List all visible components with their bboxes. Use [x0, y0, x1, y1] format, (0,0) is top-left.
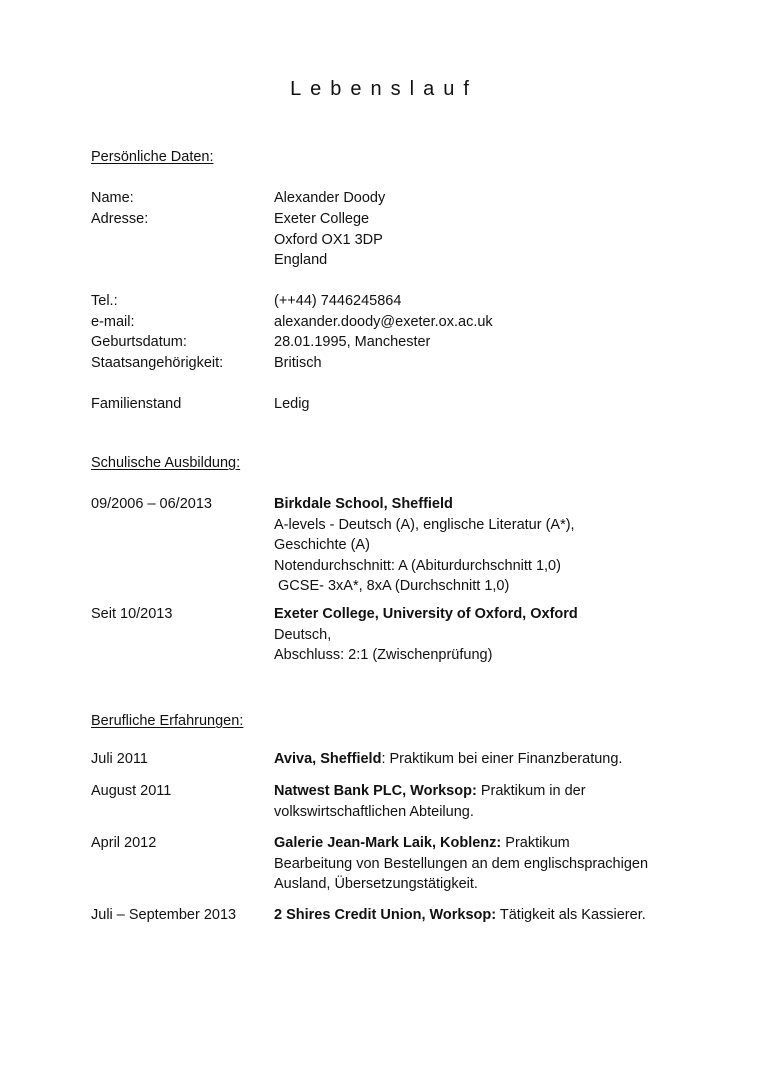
- education-detail: GCSE- 3xA*, 8xA (Durchschnitt 1,0): [274, 578, 510, 594]
- experience-employer: Galerie Jean-Mark Laik, Koblenz:: [274, 835, 502, 851]
- experience-employer: Natwest Bank PLC, Worksop:: [274, 783, 477, 799]
- marital-value: Ledig: [274, 396, 310, 412]
- email-value: alexander.doody@exeter.ox.ac.uk: [274, 314, 493, 330]
- address-line: Exeter College: [274, 211, 370, 227]
- experience-period: April 2012: [91, 835, 157, 851]
- experience-period: Juli – September 2013: [91, 907, 237, 923]
- education-period: 09/2006 – 06/2013: [91, 496, 212, 512]
- experience-employer: 2 Shires Credit Union, Worksop:: [274, 907, 497, 923]
- nationality-value: Britisch: [274, 355, 322, 371]
- name-value: Alexander Doody: [274, 190, 386, 206]
- education-institution: Birkdale School, Sheffield: [274, 496, 453, 512]
- education-period: Seit 10/2013: [91, 606, 173, 622]
- marital-label: Familienstand: [91, 396, 182, 412]
- education-institution: Exeter College, University of Oxford, Oxford: [274, 606, 578, 622]
- address-label: Adresse:: [91, 211, 149, 227]
- tel-value: (++44) 7446245864: [274, 293, 402, 309]
- experience-period: August 2011: [91, 783, 172, 799]
- experience-heading: Berufliche Erfahrungen:: [91, 713, 244, 729]
- experience-period: Juli 2011: [91, 751, 148, 767]
- experience-employer: Aviva, Sheffield: [274, 751, 382, 767]
- email-label: e-mail:: [91, 314, 135, 330]
- education-detail: A-levels - Deutsch (A), englische Literatur (A*),: [274, 516, 575, 533]
- experience-description: Ausland, Übersetzungstätigkeit.: [274, 876, 478, 892]
- address-line: England: [274, 252, 328, 268]
- experience-description: volkswirtschaftlichen Abteilung.: [274, 803, 474, 820]
- education-detail: Deutsch,: [274, 626, 332, 643]
- experience-description: Bearbeitung von Bestellungen an dem englischsprachigen: [274, 855, 649, 872]
- name-label: Name:: [91, 190, 134, 206]
- education-heading: Schulische Ausbildung:: [91, 455, 241, 471]
- experience-description: Praktikum: [505, 835, 570, 851]
- education-detail: Geschichte (A): [274, 537, 370, 553]
- birth-label: Geburtsdatum:: [91, 334, 187, 350]
- education-detail: Notendurchschnitt: A (Abiturdurchschnitt 1,0): [274, 557, 561, 574]
- experience-description: Praktikum in der: [480, 783, 586, 799]
- experience-description: Tätigkeit als Kassierer.: [499, 907, 646, 923]
- birth-value: 28.01.1995, Manchester: [274, 334, 431, 350]
- personal-data-heading: Persönliche Daten:: [91, 149, 214, 165]
- tel-label: Tel.:: [91, 293, 118, 309]
- experience-description: Praktikum bei einer Finanzberatung.: [389, 751, 623, 767]
- address-line: Oxford OX1 3DP: [274, 231, 383, 248]
- document-title: Lebenslauf: [290, 78, 478, 100]
- employer-separator: :: [381, 751, 390, 767]
- nationality-label: Staatsangehörigkeit:: [91, 355, 224, 371]
- education-detail: Abschluss: 2:1 (Zwischenprüfung): [274, 647, 493, 663]
